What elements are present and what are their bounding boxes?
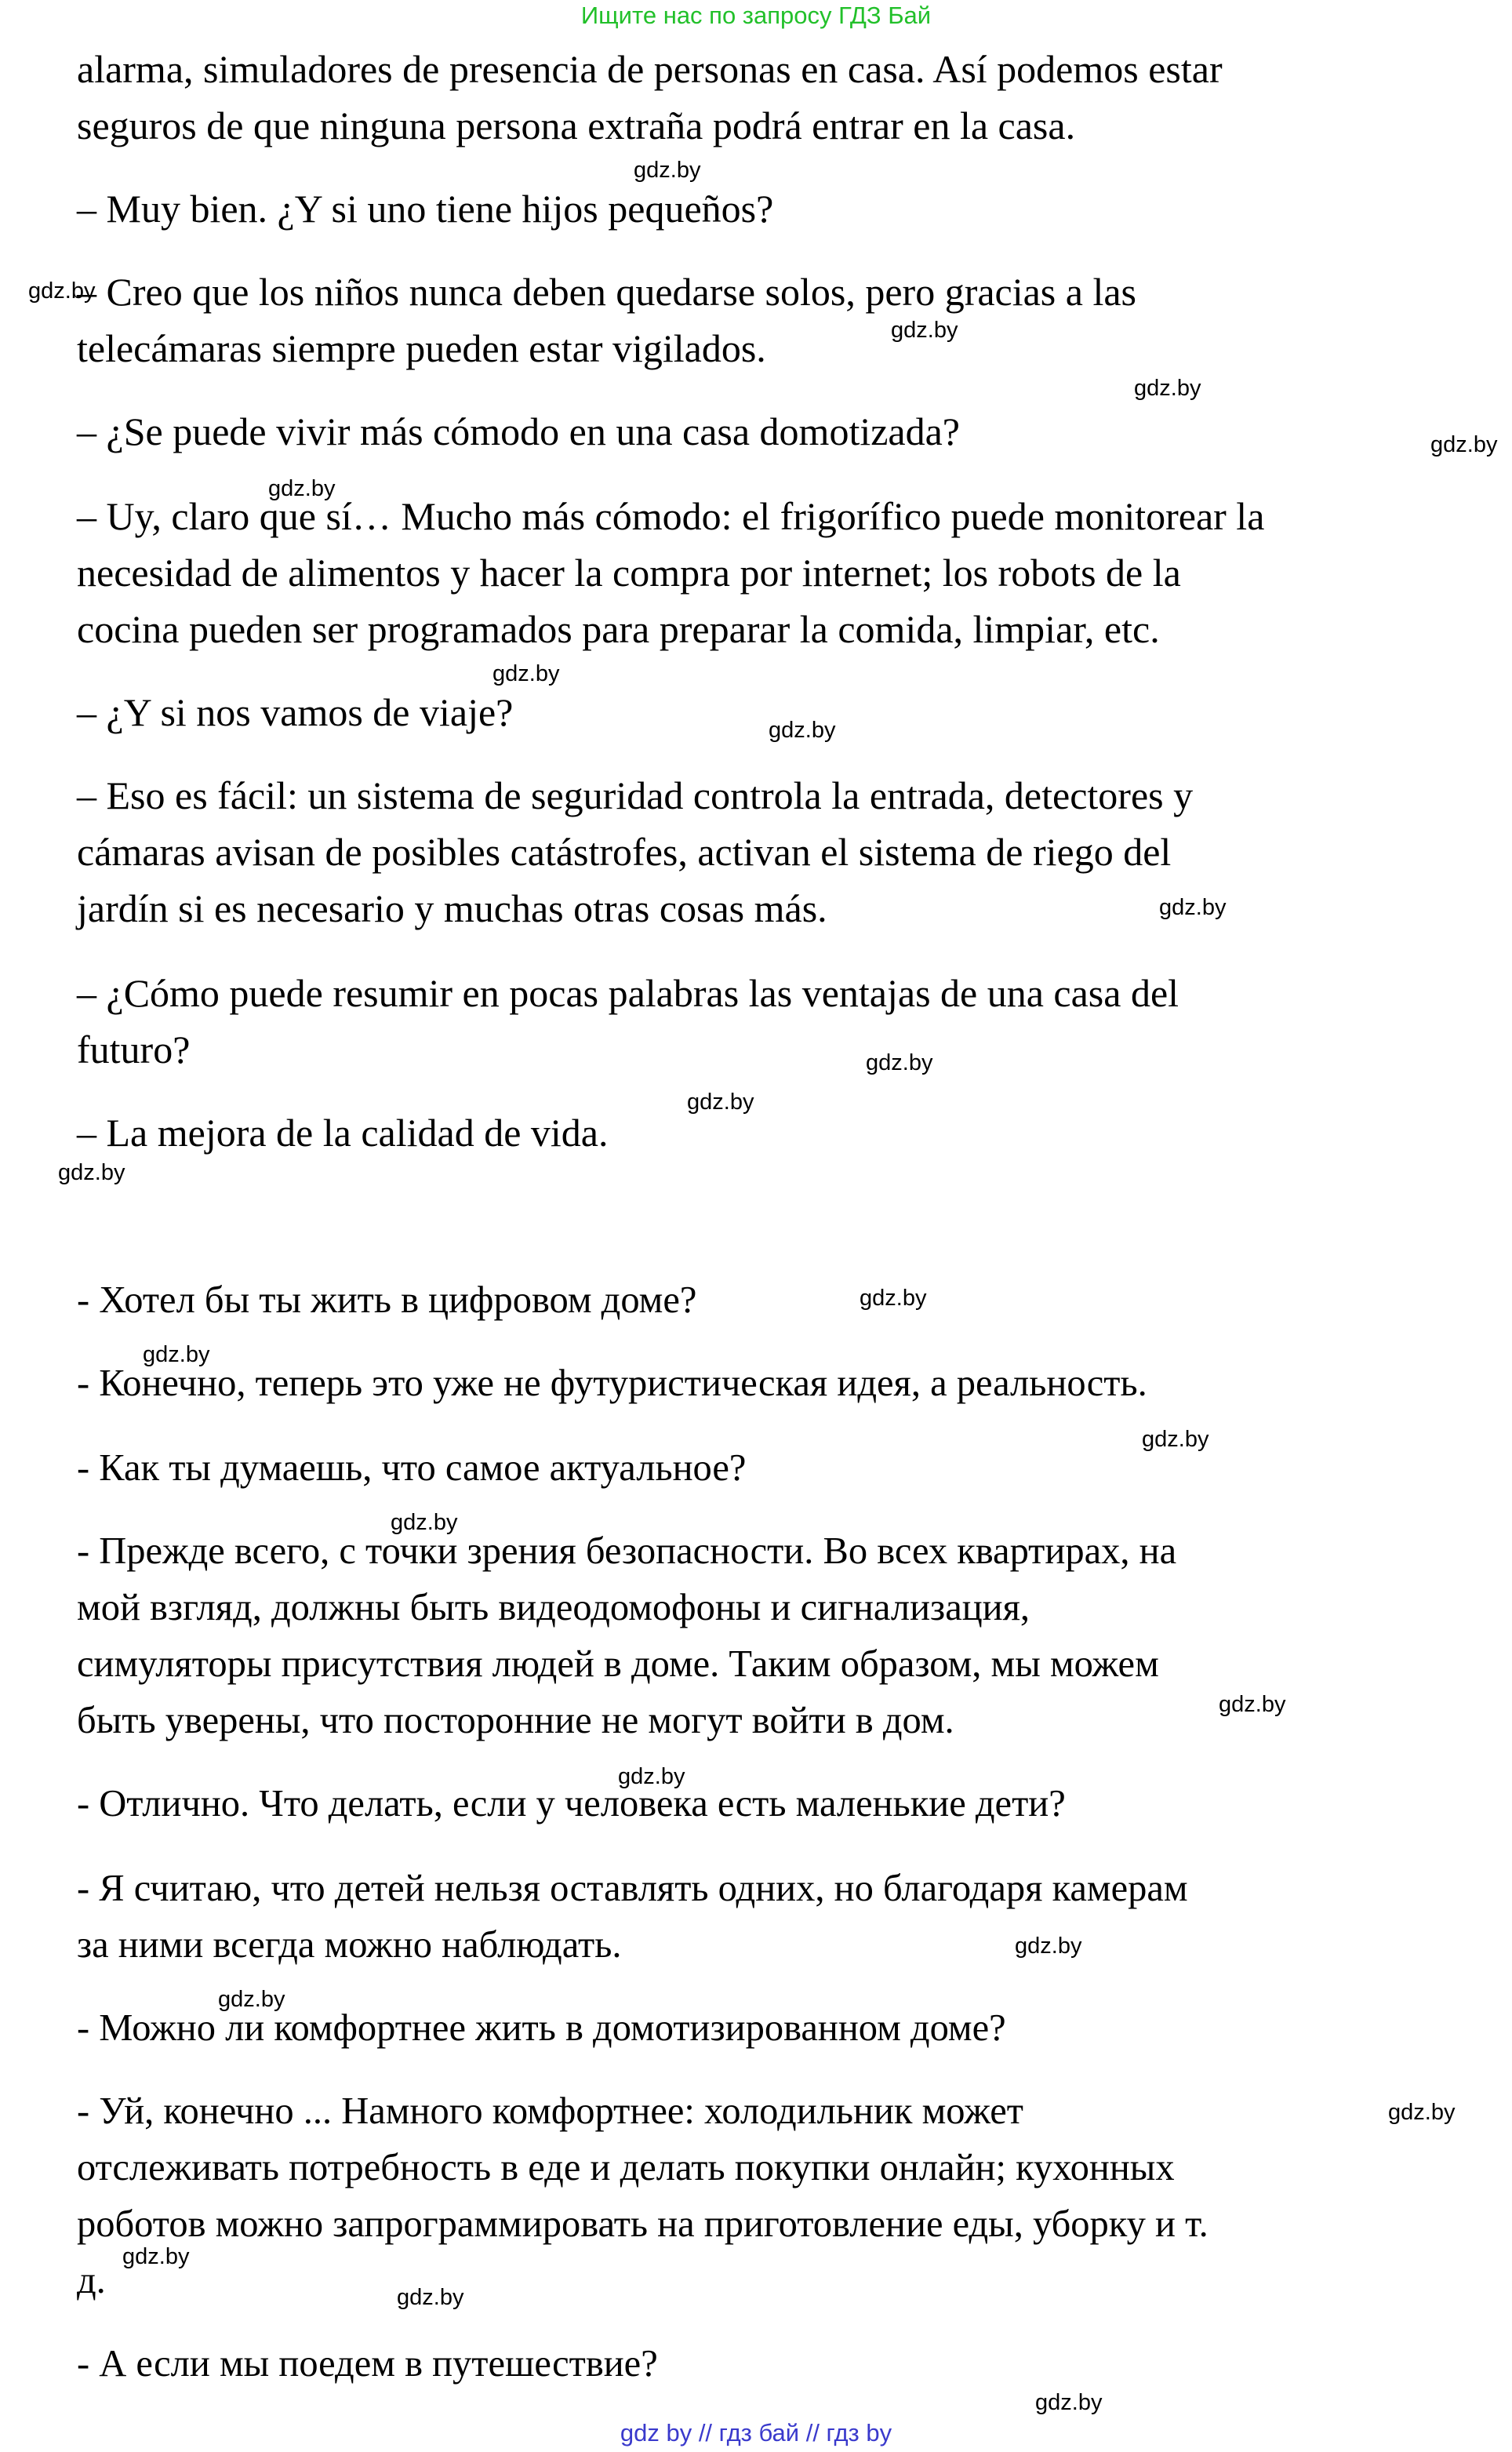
watermark: gdz.by <box>866 1050 933 1075</box>
watermark: gdz.by <box>769 718 836 743</box>
spanish-line: – ¿Se puede vivir más cómodo en una casa domotizada? <box>77 409 961 453</box>
spanish-line: – Uy, claro que sí… Mucho más cómodo: el frigorífico puede monitorear la <box>77 494 1265 538</box>
russian-line: - Как ты думаешь, что самое актуальное? <box>77 1447 747 1489</box>
russian-line: мой взгляд, должны быть видеодомофоны и сигнализация, <box>77 1587 1030 1628</box>
top-banner: Ищите нас по запросу ГДЗ Бай <box>580 2 932 29</box>
russian-line: - Конечно, теперь это уже не футуристическая идея, а реальность. <box>77 1362 1147 1404</box>
watermark: gdz.by <box>1035 2390 1103 2415</box>
watermark: gdz.by <box>391 1510 458 1535</box>
spanish-line: necesidad de alimentos y hacer la compra por internet; los robots de la <box>77 551 1181 595</box>
spanish-line: seguros de que ninguna persona extraña podrá entrar en la casa. <box>77 104 1076 147</box>
watermark: gdz.by <box>143 1342 210 1367</box>
russian-line: за ними всегда можно наблюдать. <box>77 1924 622 1966</box>
russian-line: - Хотел бы ты жить в цифровом доме? <box>77 1279 697 1321</box>
watermark: gdz.by <box>1430 432 1498 457</box>
russian-line: симуляторы присутствия людей в доме. Таким образом, мы можем <box>77 1643 1159 1685</box>
russian-line: д. <box>77 2260 106 2301</box>
watermark: gdz.by <box>1142 1427 1209 1452</box>
spanish-line: futuro? <box>77 1028 191 1071</box>
watermark: gdz.by <box>122 2244 190 2269</box>
russian-line: - Я считаю, что детей нельзя оставлять одних, но благодаря камерам <box>77 1868 1188 1909</box>
russian-line: - Отлично. Что делать, если у человека есть маленькие дети? <box>77 1783 1066 1824</box>
russian-line: - А если мы поедем в путешествие? <box>77 2343 658 2385</box>
russian-line: роботов можно запрограммировать на приготовление еды, уборку и т. <box>77 2203 1209 2245</box>
watermark: gdz.by <box>634 158 701 183</box>
watermark: gdz.by <box>1159 895 1227 920</box>
watermark: gdz.by <box>1388 2100 1456 2125</box>
spanish-line: – ¿Y si nos vamos de viaje? <box>77 690 514 734</box>
russian-line: - Можно ли комфортнее жить в домотизированном доме? <box>77 2007 1006 2049</box>
spanish-line: cocina pueden ser programados para preparar la comida, limpiar, etc. <box>77 607 1160 651</box>
watermark: gdz.by <box>1015 1934 1082 1959</box>
russian-line: быть уверены, что посторонние не могут войти в дом. <box>77 1700 954 1741</box>
watermark: gdz.by <box>687 1090 754 1115</box>
watermark: gdz.by <box>891 318 958 343</box>
spanish-line: – Eso es fácil: un sistema de seguridad controla la entrada, detectores y <box>77 773 1194 817</box>
spanish-line: – Creo que los niños nunca deben quedarse solos, pero gracias a las <box>77 270 1137 314</box>
russian-line: отслеживать потребность в еде и делать покупки онлайн; кухонных <box>77 2147 1175 2188</box>
watermark: gdz.by <box>1134 376 1201 401</box>
watermark: gdz.by <box>492 661 560 686</box>
watermark: gdz.by <box>618 1764 685 1789</box>
spanish-line: telecámaras siempre pueden estar vigilados. <box>77 326 766 370</box>
russian-line: - Прежде всего, с точки зрения безопасности. Во всех квартирах, на <box>77 1530 1177 1572</box>
footer-watermark: gdz by // гдз бай // гдз by <box>620 2419 892 2447</box>
watermark: gdz.by <box>268 476 336 501</box>
watermark: gdz.by <box>397 2285 464 2310</box>
spanish-line: – Muy bien. ¿Y si uno tiene hijos pequeños? <box>77 187 774 231</box>
watermark: gdz.by <box>860 1286 927 1311</box>
watermark: gdz.by <box>1219 1692 1286 1717</box>
russian-line: - Уй, конечно ... Намного комфортнее: холодильник может <box>77 2090 1023 2132</box>
spanish-line: – ¿Cómo puede resumir en pocas palabras las ventajas de una casa del <box>77 971 1179 1015</box>
watermark: gdz.by <box>218 1987 285 2012</box>
watermark: gdz.by <box>28 278 96 304</box>
spanish-line: alarma, simuladores de presencia de personas en casa. Así podemos estar <box>77 47 1223 91</box>
spanish-line: cámaras avisan de posibles catástrofes, activan el sistema de riego del <box>77 830 1172 874</box>
watermark: gdz.by <box>58 1160 125 1185</box>
spanish-line: jardín si es necesario y muchas otras cosas más. <box>77 886 827 930</box>
spanish-line: – La mejora de la calidad de vida. <box>77 1111 609 1155</box>
